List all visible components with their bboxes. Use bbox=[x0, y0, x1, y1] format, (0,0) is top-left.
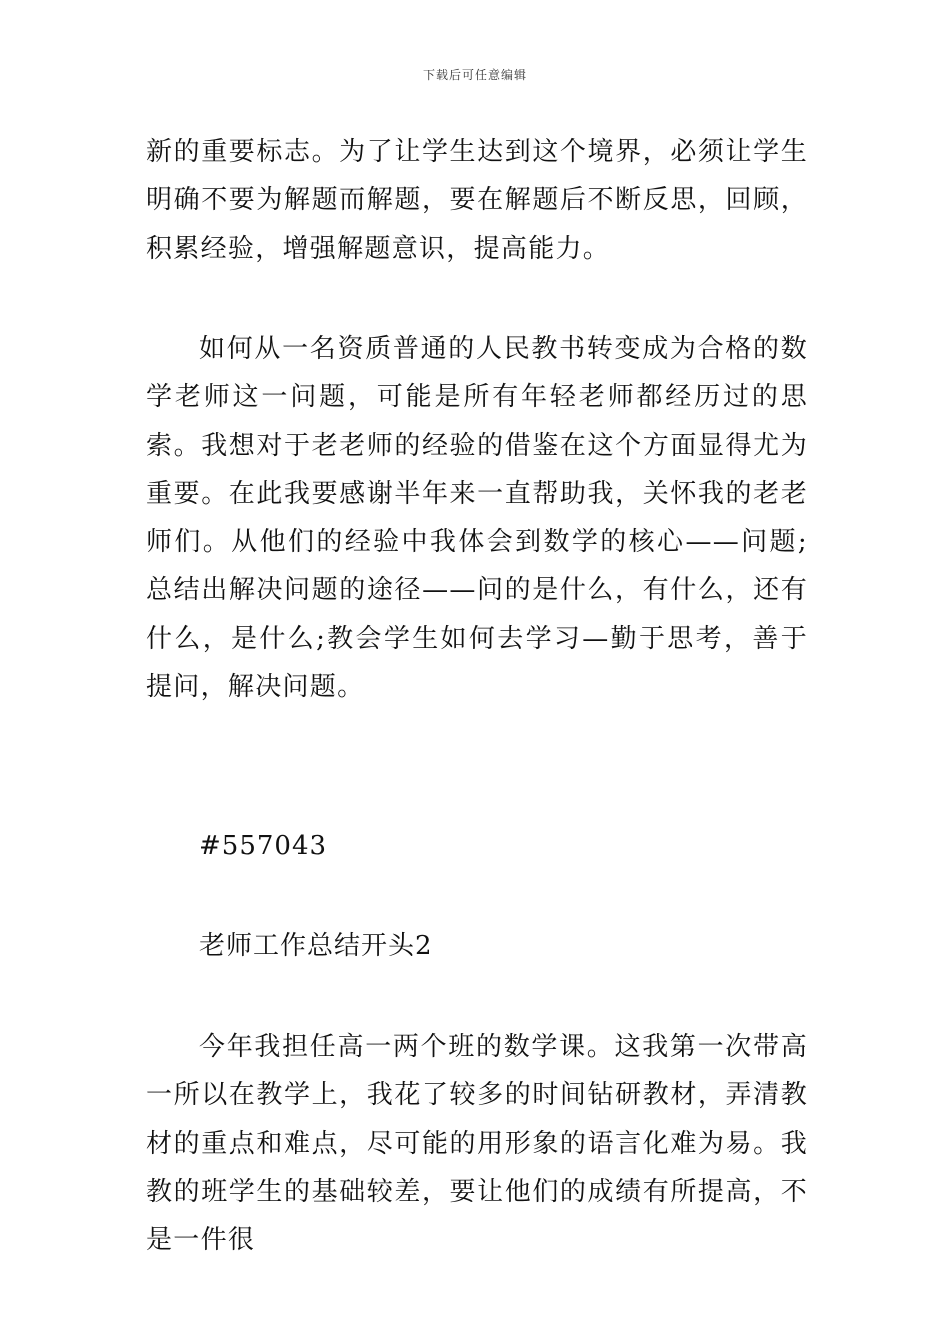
paragraph-continuation: 新的重要标志。为了让学生达到这个境界，必须让学生明确不要为解题而解题，要在解题后不断反思，回顾，积累经验，增强解题意识，提高能力。 bbox=[146, 137, 808, 264]
page-header: 下载后可任意编辑 bbox=[422, 68, 527, 82]
reference-number: #557043 bbox=[199, 831, 328, 861]
paragraph-body: 如何从一名资质普通的人民教书转变成为合格的数学老师这一问题，可能是所有年轻老师都经历过的思索。我想对于老老师的经验的借鉴在这个方面显得尤为重要。在此我要感谢半年来一直帮助我，关怀我的老老师们。从他们的经验中我体会到数学的核心——问题;总结出解决问题的途径——问的是什么，有什么，还有什么，是什么;教会学生如何去学习—勤于思考，善于提问，解决问题。 bbox=[146, 334, 808, 703]
section-heading: 老师工作总结开头2 bbox=[199, 931, 433, 961]
paragraph-body-2: 今年我担任高一两个班的数学课。这我第一次带高一所以在教学上，我花了较多的时间钻研教材，弄清教材的重点和难点，尽可能的用形象的语言化难为易。我教的班学生的基础较差，要让他们的成绩有所提高，不是一件很 bbox=[146, 1032, 808, 1256]
